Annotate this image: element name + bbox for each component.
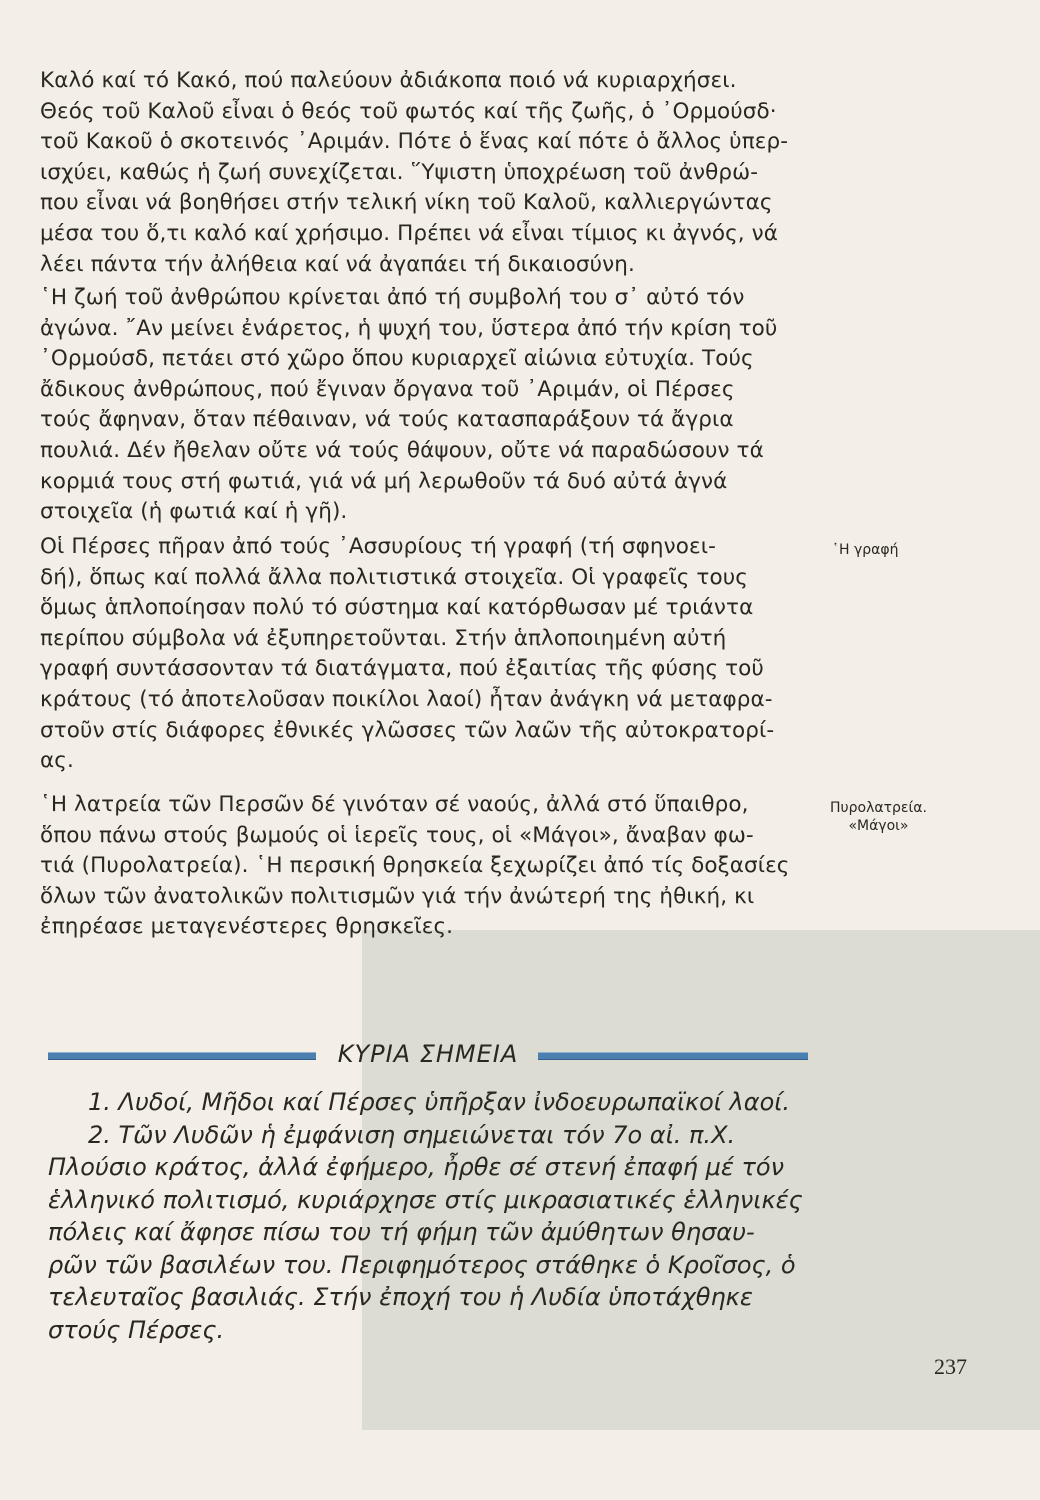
text-line: πουλιά. Δέν ἤθελαν οὔτε νά τούς θάψουν, οὔτε νά παραδώσουν τά (40, 437, 764, 463)
text-line: τούς ἄφηναν, ὅταν πέθαιναν, νά τούς κατασπαράξουν τά ἄγρια (40, 407, 734, 433)
text-line: ἐπηρέασε μεταγενέστερες θρησκεῖες. (40, 914, 454, 940)
heading-rule-right (538, 1052, 808, 1060)
margin-note-line: «Μάγοι» (848, 818, 909, 834)
heading-rule-left (48, 1052, 316, 1060)
text-line: ὅμως ἁπλοποίησαν πολύ τό σύστημα καί κατόρθωσαν μέ τριάντα (40, 595, 754, 621)
text-line: τιά (Πυρολατρεία). ῾Η περσική θρησκεία ξεχωρίζει ἀπό τίς δοξασίες (40, 853, 790, 879)
text-line: γραφή συντάσσονταν τά διατάγματα, πού ἐξαιτίας τῆς φύσης τοῦ (40, 656, 764, 682)
text-line: περίπου σύμβολα νά ἐξυπηρετοῦνται. Στήν ἁπλοποιημένη αὐτή (40, 625, 727, 651)
key-points-list (48, 1086, 810, 1346)
margin-note-writing: ῾Η γραφή (832, 542, 899, 558)
text-line: Οἱ Πέρσες πῆραν ἀπό τούς ᾿Ασσυρίους τή γραφή (τή σφηνοει- (40, 534, 716, 559)
text-line: ὅπου πάνω στούς βωμούς οἱ ἱερεῖς τους, οἱ «Μάγοι», ἄναβαν φω- (40, 822, 754, 848)
text-line: κορμιά τους στή φωτιά, γιά νά μή λερωθοῦν τά δυό αὐτά ἁγνά (40, 468, 728, 494)
text-line: Καλό καί τό Κακό, πού παλεύουν ἀδιάκοπα ποιό νά κυριαρχήσει. (40, 68, 737, 93)
text-line: ἄδικους ἀνθρώπους, πού ἔγιναν ὄργανα τοῦ ᾿Αριμάν, οἱ Πέρσες (40, 376, 735, 402)
key-point-line: 1. Λυδοί, Μῆδοι καί Πέρσες ὑπῆρξαν ἰνδοευρωπαϊκοί λαοί. (88, 1088, 791, 1116)
key-point-line: ρῶν τῶν βασιλέων του. Περιφημότερος στάθηκε ὁ Κροῖσος, ὁ (48, 1250, 796, 1279)
text-line: στοιχεῖα (ἡ φωτιά καί ἡ γῆ). (40, 499, 348, 525)
key-point-line: στούς Πέρσες. (48, 1315, 225, 1344)
text-line: τοῦ Κακοῦ ὁ σκοτεινός ᾿Αριμάν. Πότε ὁ ἕνας καί πότε ὁ ἄλλος ὑπερ- (40, 129, 789, 155)
text-line: ἀγώνα. ῎Αν μείνει ἐνάρετος, ἡ ψυχή του, ὕστερα ἀπό τήν κρίση τοῦ (40, 315, 778, 341)
key-point-line: 2. Τῶν Λυδῶν ἡ ἐμφάνιση σημειώνεται τόν 7ο αἰ. π.Χ. (88, 1120, 736, 1149)
text-line: ᾿Ορμούσδ, πετάει στό χῶρο ὅπου κυριαρχεῖ αἰώνια εὐτυχία. Τούς (40, 346, 754, 372)
text-line: ῾Η ζωή τοῦ ἀνθρώπου κρίνεται ἀπό τή συμβολή του σ᾿ αὐτό τόν (40, 285, 745, 310)
text-line: στοῦν στίς διάφορες ἐθνικές γλῶσσες τῶν λαῶν τῆς αὐτοκρατορί- (40, 717, 775, 743)
text-line: κράτους (τό ἀποτελοῦσαν ποικίλοι λαοί) ἦταν ἀνάγκη νά μεταφρα- (40, 686, 773, 712)
paragraph-3 (40, 532, 812, 777)
text-line: μέσα του ὅ,τι καλό καί χρήσιμο. Πρέπει νά εἶναι τίμιος κι ἀγνός, νά (40, 220, 779, 246)
text-line: ας. (40, 748, 74, 774)
text-line: ῾Η λατρεία τῶν Περσῶν δέ γινόταν σέ ναούς, ἀλλά στό ὕπαιθρο, (40, 792, 749, 817)
key-point-line: ἑλληνικό πολιτισμό, κυριάρχησε στίς μικρασιατικές ἑλληνικές (48, 1185, 803, 1214)
text-line: λέει πάντα τήν ἀλήθεια καί νά ἀγαπάει τή δικαιοσύνη. (40, 251, 635, 277)
paragraph-4 (40, 790, 812, 943)
margin-note-line: Πυρολατρεία. (830, 800, 927, 816)
page-number: 237 (934, 1354, 967, 1379)
key-point-line: πόλεις καί ἄφησε πίσω του τή φήμη τῶν ἀμύθητων θησαυ- (48, 1218, 755, 1246)
text-line: ισχύει, καθώς ἡ ζωή συνεχίζεται. ῞Υψιστη ὑποχρέωση τοῦ ἀνθρώ- (40, 159, 759, 185)
margin-note-fire-worship (830, 799, 927, 835)
text-line: που εἶναι νά βοηθήσει στήν τελική νίκη τοῦ Καλοῦ, καλλιεργώντας (40, 190, 773, 216)
text-line: ὅλων τῶν ἀνατολικῶν πολιτισμῶν γιά τήν ἀνώτερή της ἠθική, κι (40, 883, 755, 909)
paragraph-2 (40, 283, 812, 528)
paragraph-1 (40, 66, 812, 280)
text-line: δή), ὅπως καί πολλά ἄλλα πολιτιστικά στοιχεῖα. Οἱ γραφεῖς τους (40, 564, 748, 590)
key-point-line: τελευταῖος βασιλιάς. Στήν ἐποχή του ἡ Λυδία ὑποτάχθηκε (48, 1283, 753, 1311)
key-points-heading-bar (48, 1040, 808, 1072)
key-point-line: Πλούσιο κράτος, ἀλλά ἐφήμερο, ἦρθε σέ στενή ἐπαφή μέ τόν (48, 1153, 784, 1181)
text-line: Θεός τοῦ Καλοῦ εἶναι ὁ θεός τοῦ φωτός καί τῆς ζωῆς, ὁ ᾿Ορμούσδ· (40, 98, 777, 124)
key-points-heading: ΚΥΡΙΑ ΣΗΜΕΙΑ (337, 1040, 519, 1068)
